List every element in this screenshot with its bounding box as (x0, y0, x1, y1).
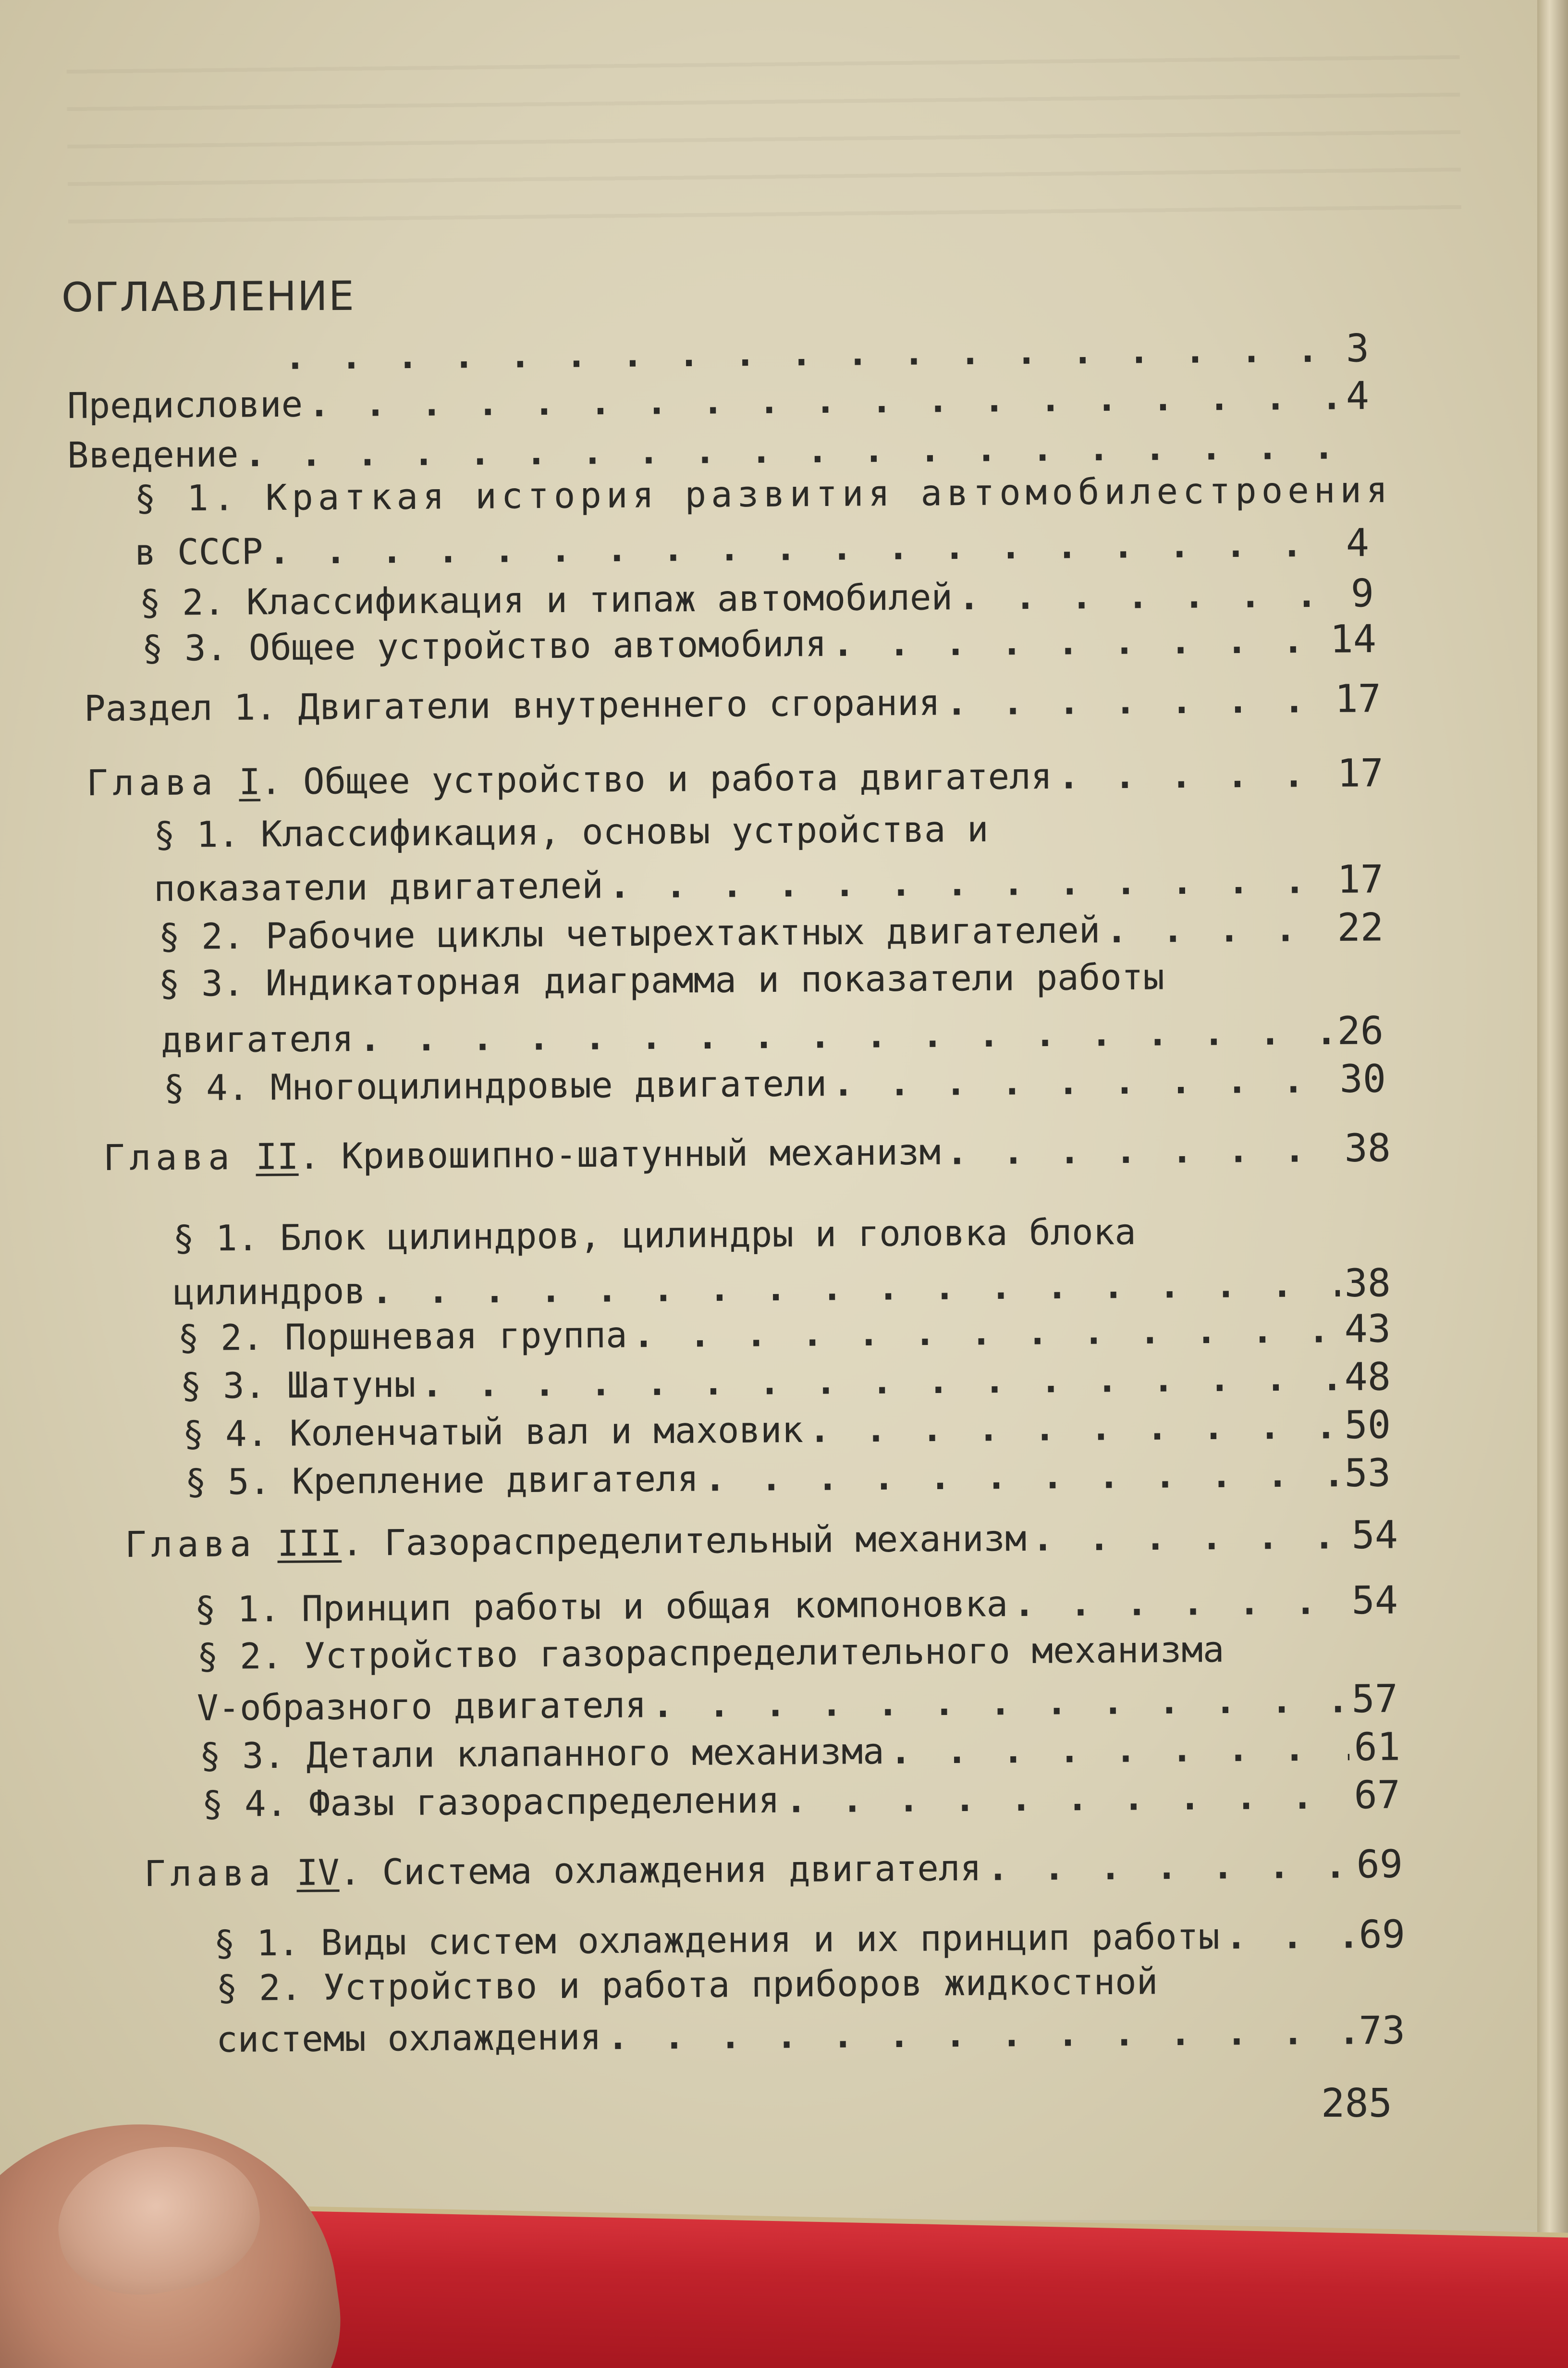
entry-text: § 4. Многоцилиндровые двигатели (163, 1063, 827, 1109)
toc-entry (183, 1402, 1391, 1456)
entry-text: § 2. Поршневая группа (177, 1314, 627, 1359)
entry-text: § 2. Устройство газораспределительного механизма (196, 1629, 1225, 1677)
toc-chapter (86, 750, 1384, 805)
page-ref: 3 (1346, 326, 1370, 371)
page-ref: 54 (1351, 1578, 1398, 1623)
dot-leader (601, 2009, 1354, 2060)
page-ref: 61 (1354, 1724, 1401, 1770)
toc-leading-line (279, 325, 1370, 379)
page-ref: 4 (1346, 520, 1370, 566)
page-ref: 14 (1330, 617, 1377, 662)
entry-text: § 3. Шатуны (180, 1364, 416, 1407)
toc-entry (159, 904, 1384, 959)
entry-text: Предисловие (67, 383, 303, 427)
toc-entry (214, 1912, 1406, 1966)
chapter-title: . Кривошипно-шатунный механизм (298, 1131, 941, 1178)
entry-text (144, 1845, 982, 1897)
entry-text: § 1. Блок цилиндров, цилиндры и головка блока (172, 1211, 1137, 1259)
entry-text: § 3. Индикаторная диаграмма и показатели работы (158, 956, 1165, 1005)
entry-text (103, 1129, 941, 1181)
page-ref: 4 (1346, 373, 1370, 419)
chapter-word: Глава (86, 762, 218, 804)
toc-entry (67, 373, 1370, 428)
page-ref: 38 (1344, 1260, 1391, 1306)
entry-text: в СССР (134, 531, 263, 573)
entry-text: § 1. Классификация, основы устройства и (153, 808, 989, 856)
dot-leader (1220, 1912, 1354, 1960)
entry-text: § 1. Виды систем охлаждения и их принцип работы (213, 1916, 1220, 1964)
page-ref: 17 (1337, 751, 1384, 796)
toc-entry (173, 1260, 1391, 1315)
toc-entry (216, 1957, 1406, 2011)
toc-section (84, 676, 1382, 731)
page-ref: 26 (1337, 1008, 1384, 1053)
toc-chapter (144, 1841, 1403, 1896)
entry-text: § 4. Коленчатый вал и маховик (182, 1409, 804, 1455)
chapter-word: Глава (144, 1852, 276, 1895)
dot-leader (416, 1355, 1340, 1407)
page-ref: 73 (1359, 2008, 1406, 2053)
toc-entry (202, 1772, 1401, 1826)
dot-leader (941, 1126, 1340, 1175)
page-ref: 50 (1344, 1402, 1391, 1448)
toc-entry (142, 616, 1377, 671)
page-ref: 30 (1339, 1056, 1386, 1101)
toc-entry (185, 1450, 1391, 1505)
toc-entry (173, 1207, 1391, 1262)
entry-text: § 3. Детали клапанного механизма (199, 1731, 884, 1777)
chapter-title: . Система охлаждения двигателя (339, 1847, 982, 1894)
dot-leader (780, 1773, 1349, 1823)
page-ref: 69 (1359, 1912, 1406, 1957)
dot-leader (279, 327, 1341, 380)
entry-text: § 4. Фазы газораспределения (201, 1779, 780, 1825)
toc-entry (161, 1008, 1384, 1062)
dot-leader (263, 521, 1341, 575)
dot-leader (1052, 752, 1333, 800)
dot-leader (1008, 1579, 1347, 1627)
chapter-title: . Газораспределительный механизм (341, 1517, 1027, 1564)
dot-leader (1100, 906, 1333, 953)
entry-text: Введение (67, 433, 239, 476)
dot-leader (981, 1842, 1352, 1891)
toc-entry (197, 1626, 1398, 1680)
dot-leader (940, 677, 1330, 726)
toc-entry (195, 1578, 1398, 1632)
toc-entry (154, 856, 1384, 911)
dot-leader (354, 1009, 1333, 1062)
entry-text: § 1. Краткая история развития автомобилестроения (134, 469, 1393, 519)
entry-text (86, 753, 1053, 806)
page-ref: 22 (1337, 905, 1384, 950)
toc-entry (178, 1306, 1391, 1360)
toc-entry (199, 1724, 1401, 1778)
page-number: 285 (1321, 2081, 1393, 2126)
dot-leader (627, 1307, 1340, 1358)
toc-entry (159, 952, 1384, 1007)
toc-entry (163, 1056, 1386, 1110)
page-ref: 17 (1337, 857, 1384, 902)
dot-leader (646, 1677, 1347, 1728)
toc-entry (197, 1676, 1398, 1730)
entry-text: § 2. Рабочие циклы четырехтактных двигателей (158, 910, 1101, 958)
entry-text: цилиндров (172, 1270, 366, 1313)
dot-leader (953, 571, 1347, 620)
toc-entry (216, 2008, 1406, 2062)
dot-leader (827, 1057, 1335, 1107)
toc-entry (135, 520, 1370, 575)
entry-text: § 3. Общее устройство автомобиля (141, 623, 827, 669)
toc-chapter (103, 1125, 1391, 1180)
dot-leader (884, 1725, 1349, 1775)
chapter-roman: IV (296, 1852, 340, 1894)
entry-text: § 2. Устройство и работа приборов жидкостной (216, 1961, 1158, 2009)
page-ref: 17 (1335, 676, 1382, 721)
page-ref: 38 (1344, 1125, 1391, 1171)
dot-leader (698, 1451, 1340, 1502)
page-ref: 69 (1356, 1841, 1403, 1887)
entry-text: § 2. Классификация и типаж автомобилей (139, 577, 953, 624)
entry-text (125, 1516, 1027, 1568)
chapter-word: Глава (103, 1136, 235, 1179)
entry-text: Раздел 1. Двигатели внутреннего сгорания (84, 682, 941, 729)
dot-leader (826, 617, 1325, 667)
page-ref: 67 (1354, 1772, 1401, 1818)
page-ref: 9 (1350, 571, 1374, 616)
toc-entry (134, 467, 1393, 522)
chapter-roman: III (277, 1522, 342, 1565)
dot-leader (366, 1261, 1340, 1314)
toc-entry (154, 803, 1384, 858)
entry-text: показатели двигателей (153, 865, 603, 910)
page-ref: 53 (1344, 1450, 1391, 1496)
entry-text: V-образного двигателя (196, 1684, 647, 1729)
dot-leader (1026, 1513, 1347, 1562)
dot-leader (803, 1403, 1340, 1453)
entry-text: системы охлаждения (216, 2016, 602, 2060)
page-ref: 48 (1344, 1354, 1391, 1400)
toc-chapter (125, 1512, 1398, 1567)
chapter-roman: II (256, 1136, 299, 1178)
entry-text: § 5. Крепление двигателя (184, 1458, 699, 1503)
toc-title: ОГЛАВЛЕНИЕ (61, 272, 355, 321)
entry-text: двигателя (160, 1018, 354, 1061)
chapter-title: . Общее устройство и работа двигателя (260, 755, 1053, 803)
page-ref: 43 (1344, 1306, 1391, 1352)
chapter-word: Глава (124, 1523, 257, 1566)
toc-entry (180, 1354, 1391, 1408)
entry-text: § 1. Принцип работы и общая компоновка (194, 1583, 1008, 1630)
dot-leader (303, 374, 1341, 427)
dot-leader (603, 858, 1333, 909)
chapter-roman: I (239, 761, 261, 803)
page-ref: 54 (1351, 1512, 1398, 1558)
page-ref: 57 (1351, 1676, 1398, 1722)
